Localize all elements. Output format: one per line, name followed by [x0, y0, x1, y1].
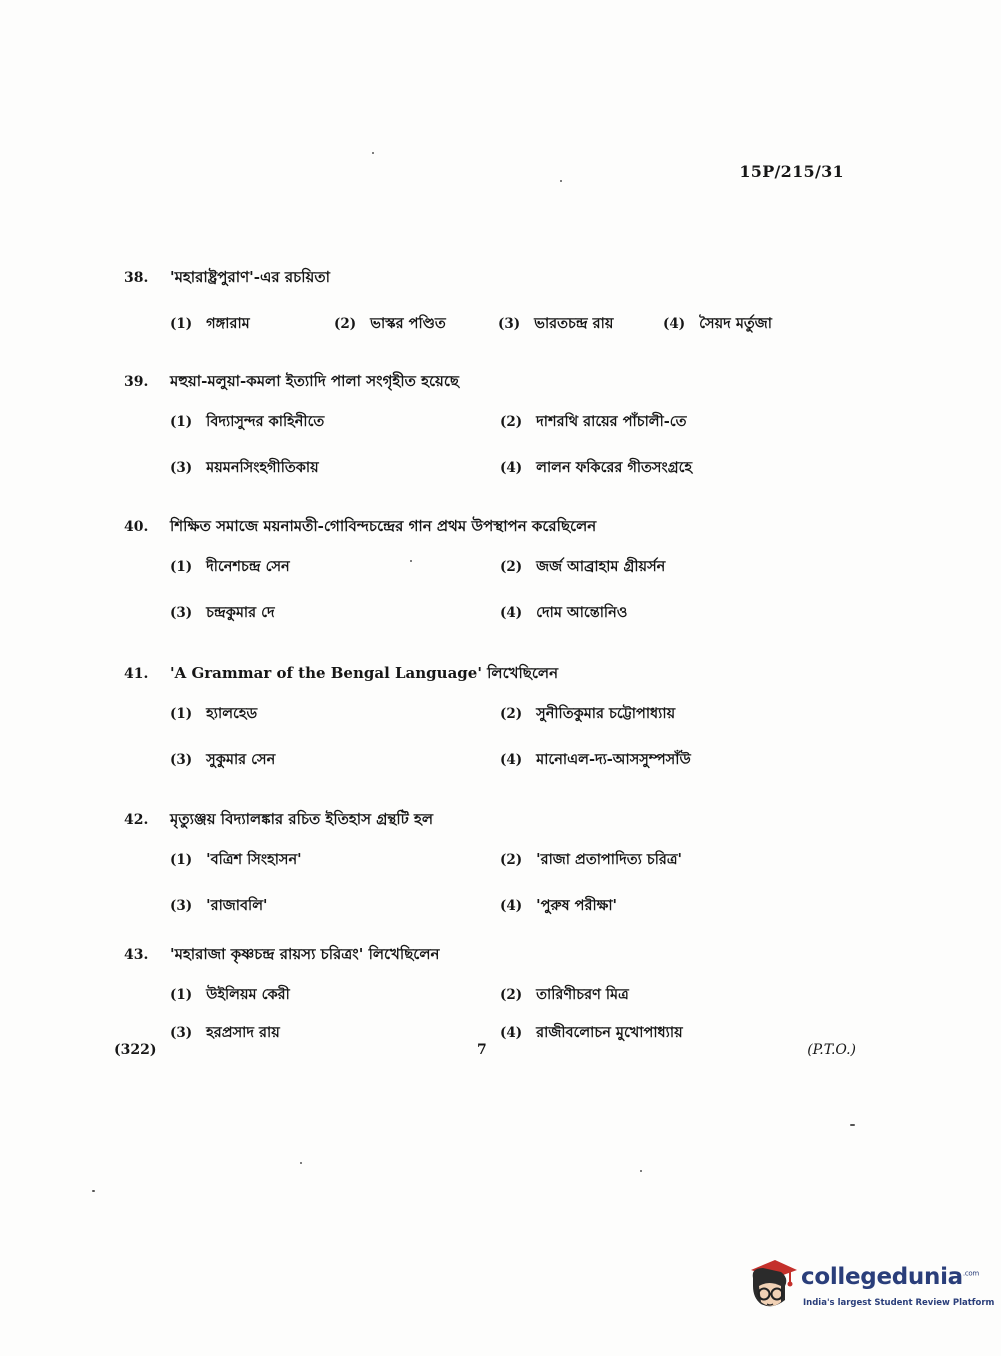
option-number: (4)	[500, 898, 523, 914]
option-2	[500, 411, 830, 435]
option-text: ময়মনসিংহগীতিকায়	[206, 459, 319, 476]
option-text: দীনেশচন্দ্র সেন	[206, 558, 290, 575]
option-4	[500, 895, 830, 919]
option-1	[170, 703, 500, 727]
scan-speck	[92, 1190, 95, 1192]
question-40	[124, 515, 844, 626]
option-text: জর্জ আব্রাহাম গ্রীয়র্সন	[536, 558, 666, 575]
option-1	[170, 313, 334, 337]
option-number: (4)	[500, 752, 523, 768]
option-number: (2)	[500, 706, 523, 722]
option-3	[170, 749, 500, 773]
option-number: (1)	[170, 559, 193, 575]
question-42	[124, 808, 844, 919]
option-number: (3)	[498, 316, 521, 332]
option-text: ভাস্কর পণ্ডিত	[370, 315, 446, 332]
option-text: সুনীতিকুমার চট্টোপাধ্যায়	[536, 705, 676, 722]
option-number: (2)	[500, 852, 523, 868]
option-number: (4)	[663, 316, 686, 332]
option-1	[170, 411, 500, 435]
question-number: 38.	[124, 270, 149, 286]
question-number: 39.	[124, 374, 149, 390]
options	[170, 411, 844, 481]
option-text: 'পুরুষ পরীক্ষা'	[536, 897, 617, 914]
option-text: ভারতচন্দ্র রায়	[534, 315, 614, 332]
option-2	[500, 849, 830, 873]
option-text: গঙ্গারাম	[206, 315, 250, 332]
option-text: 'রাজাবলি'	[206, 897, 268, 914]
logo-suffix: .com	[962, 1269, 979, 1278]
question-number: 42.	[124, 812, 149, 828]
footer-code: (322)	[114, 1042, 157, 1058]
question-number: 40.	[124, 519, 149, 535]
options	[170, 313, 844, 337]
question-text: শিক্ষিত সমাজে ময়নামতী-গোবিন্দচন্দ্রের গান প্রথম উপস্থাপন করেছিলেন	[170, 517, 597, 535]
option-4	[500, 602, 830, 626]
question-text: 'A Grammar of the Bengal Language' লিখেছিলেন	[170, 664, 559, 682]
option-text: সৈয়দ মর্তুজা	[699, 315, 772, 332]
logo-wordmark	[801, 1264, 979, 1290]
option-number: (4)	[500, 460, 523, 476]
option-number: (2)	[500, 987, 523, 1003]
option-4	[500, 457, 830, 481]
option-text: মানোএল-দ্য-আসসুম্পসাঁউ	[536, 751, 691, 768]
option-2	[500, 703, 830, 727]
option-2	[334, 313, 498, 337]
student-mascot-icon	[745, 1256, 799, 1316]
option-3	[498, 313, 663, 337]
option-text: বিদ্যাসুন্দর কাহিনীতে	[206, 413, 325, 430]
option-text: হরপ্রসাদ রায়	[206, 1024, 280, 1041]
option-2	[500, 984, 830, 1008]
option-number: (1)	[170, 316, 193, 332]
option-number: (4)	[500, 1025, 523, 1041]
option-3	[170, 895, 500, 919]
option-number: (1)	[170, 852, 193, 868]
pto-note: (P.T.O.)	[807, 1042, 856, 1058]
question-text: 'মহারাষ্ট্রপুরাণ'-এর রচয়িতা	[170, 268, 330, 286]
option-text: উইলিয়ম কেরী	[206, 986, 290, 1003]
option-4	[500, 749, 830, 773]
options	[170, 703, 844, 773]
question-text: 'মহারাজা কৃষ্ণচন্দ্র রায়স্য চরিত্রং' লিখেছিলেন	[170, 945, 440, 963]
scan-speck	[410, 560, 412, 562]
option-text: 'রাজা প্রতাপাদিত্য চরিত্র'	[536, 851, 682, 868]
option-text: হ্যালহেড	[206, 705, 258, 722]
scan-speck	[850, 1124, 855, 1126]
question-43	[124, 943, 844, 1046]
option-text: সুকুমার সেন	[206, 751, 276, 768]
option-4	[500, 1022, 830, 1046]
options	[170, 984, 844, 1046]
question-text: মহুয়া-মলুয়া-কমলা ইত্যাদি পালা সংগৃহীত হয়েছে	[170, 372, 459, 390]
option-number: (1)	[170, 414, 193, 430]
option-number: (3)	[170, 752, 193, 768]
question-39	[124, 370, 844, 481]
option-number: (3)	[170, 898, 193, 914]
option-text: চন্দ্রকুমার দে	[206, 604, 275, 621]
option-number: (2)	[334, 316, 357, 332]
options	[170, 556, 844, 626]
option-2	[500, 556, 830, 580]
option-number: (1)	[170, 706, 193, 722]
option-text: দোম আন্তোনিও	[536, 604, 628, 621]
option-number: (2)	[500, 559, 523, 575]
option-3	[170, 457, 500, 481]
page-number: 7	[477, 1042, 487, 1058]
option-number: (3)	[170, 605, 193, 621]
option-number: (2)	[500, 414, 523, 430]
scan-speck	[640, 1170, 642, 1172]
logo-tagline: India's largest Student Review Platform	[803, 1298, 995, 1308]
option-3	[170, 602, 500, 626]
options	[170, 849, 844, 919]
option-number: (3)	[170, 460, 193, 476]
option-text: তারিণীচরণ মিত্র	[536, 986, 629, 1003]
collegedunia-logo	[745, 1256, 995, 1316]
option-text: 'বত্রিশ সিংহাসন'	[206, 851, 302, 868]
option-1	[170, 984, 500, 1008]
option-3	[170, 1022, 500, 1046]
option-4	[663, 313, 823, 337]
scan-speck	[560, 180, 562, 182]
question-41	[124, 662, 844, 773]
question-number: 43.	[124, 947, 149, 963]
logo-name: collegedunia	[801, 1264, 963, 1290]
option-text: লালন ফকিরের গীতসংগ্রহে	[536, 459, 693, 476]
option-number: (3)	[170, 1025, 193, 1041]
question-38	[124, 266, 844, 337]
option-1	[170, 556, 500, 580]
option-text: দাশরথি রায়ের পাঁচালী-তে	[536, 413, 687, 430]
question-number: 41.	[124, 666, 149, 682]
option-number: (1)	[170, 987, 193, 1003]
option-text: রাজীবলোচন মুখোপাধ্যায়	[536, 1024, 683, 1041]
question-text: মৃত্যুঞ্জয় বিদ্যালঙ্কার রচিত ইতিহাস গ্রন্থটি হল	[170, 810, 434, 828]
option-number: (4)	[500, 605, 523, 621]
option-1	[170, 849, 500, 873]
scan-speck	[372, 152, 374, 154]
paper-code: 15P/215/31	[739, 162, 844, 181]
scan-speck	[300, 1162, 302, 1164]
